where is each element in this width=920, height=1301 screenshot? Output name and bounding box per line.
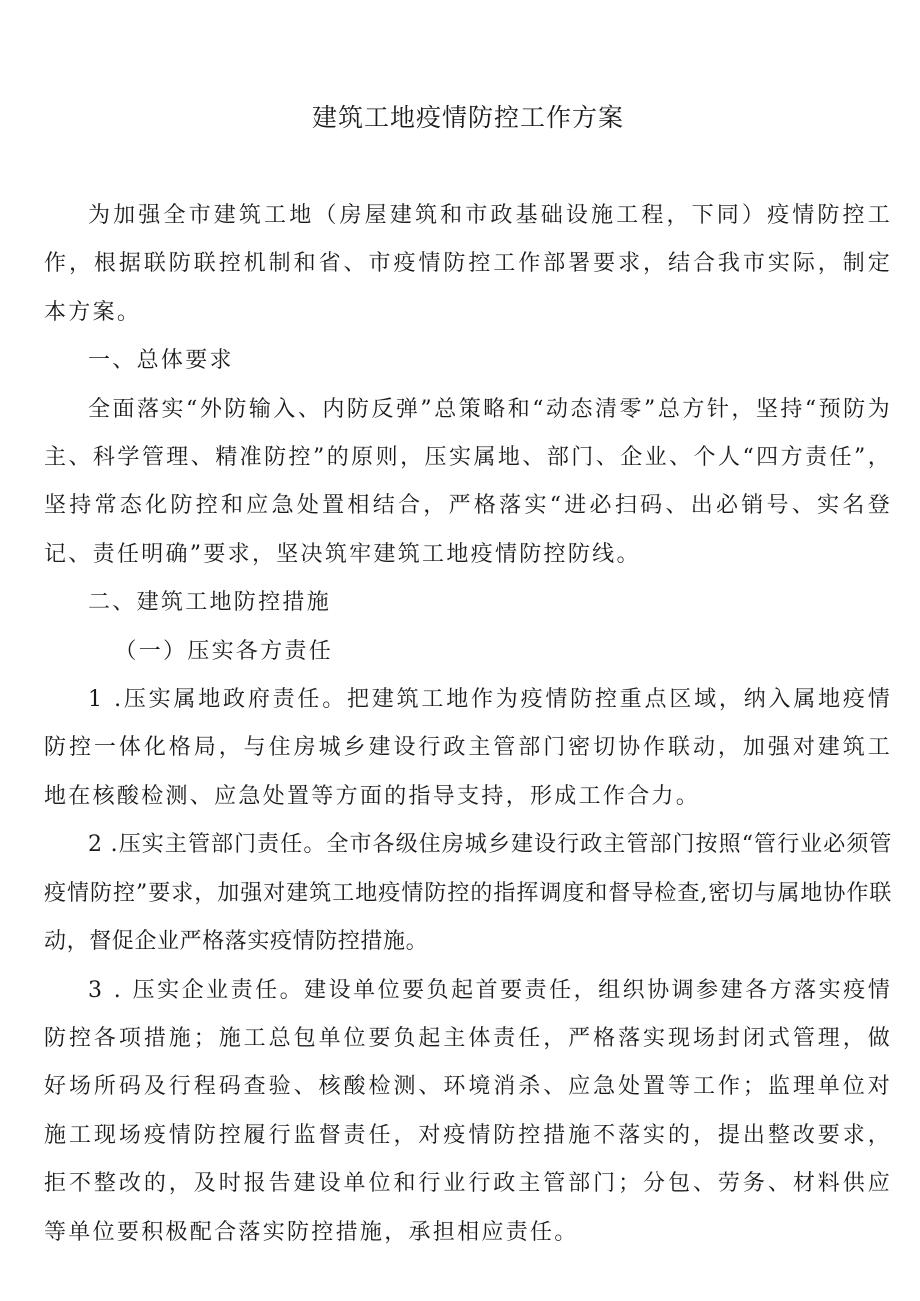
section-heading-general-requirements: 一、总体要求 (88, 348, 234, 374)
section-heading-site-measures: 二、建筑工地防控措施 (88, 590, 332, 616)
document-body (44, 192, 892, 1257)
item-1-paragraph: 1 .压实属地政府责任。把建筑工地作为疫情防控重点区域，纳入属地疫情防控一体化格局，与住房城乡建设行政主管部门密切协作联动，加强对建筑工地在核酸检测、应急处置等方面的指导支持，形成工作合力。 (44, 687, 892, 809)
general-requirements-paragraph: 全面落实“外防输入、内防反弹”总策略和“动态清零”总方针，坚持“预防为主、科学管理、精准防控”的原则，压实属地、部门、企业、个人“四方责任”，坚持常态化防控和应急处置相结合，严格落实“进必扫码、出必销号、实名登记、责任明确”要求，坚决筑牢建筑工地疫情防控防线。 (44, 396, 892, 567)
item-2-paragraph: 2 .压实主管部门责任。全市各级住房城乡建设行政主管部门按照“管行业必须管疫情防控”要求，加强对建筑工地疫情防控的指挥调度和督导检查,密切与属地协作联动，督促企业严格落实疫情防控措施。 (44, 832, 892, 955)
document-title: 建筑工地疫情防控工作方案 (311, 103, 624, 132)
item-3-paragraph: 3 . 压实企业责任。建设单位要负起首要责任，组织协调参建各方落实疫情防控各项措施；施工总包单位要负起主体责任，严格落实现场封闭式管理，做好场所码及行程码查验、核酸检测、环境消杀、应急处置等工作；监理单位对施工现场疫情防控履行监督责任，对疫情防控措施不落实的，提出整改要求，拒不整改的，及时报告建设单位和行业行政主管部门；分包、劳务、材料供应等单位要积极配合落实防控措施，承担相应责任。 (44, 977, 892, 1245)
intro-paragraph: 为加强全市建筑工地（房屋建筑和市政基础设施工程，下同）疫情防控工作，根据联防联控机制和省、市疫情防控工作部署要求，结合我市实际，制定本方案。 (44, 203, 892, 325)
subsection-heading-responsibilities: （一）压实各方责任 (114, 638, 334, 664)
